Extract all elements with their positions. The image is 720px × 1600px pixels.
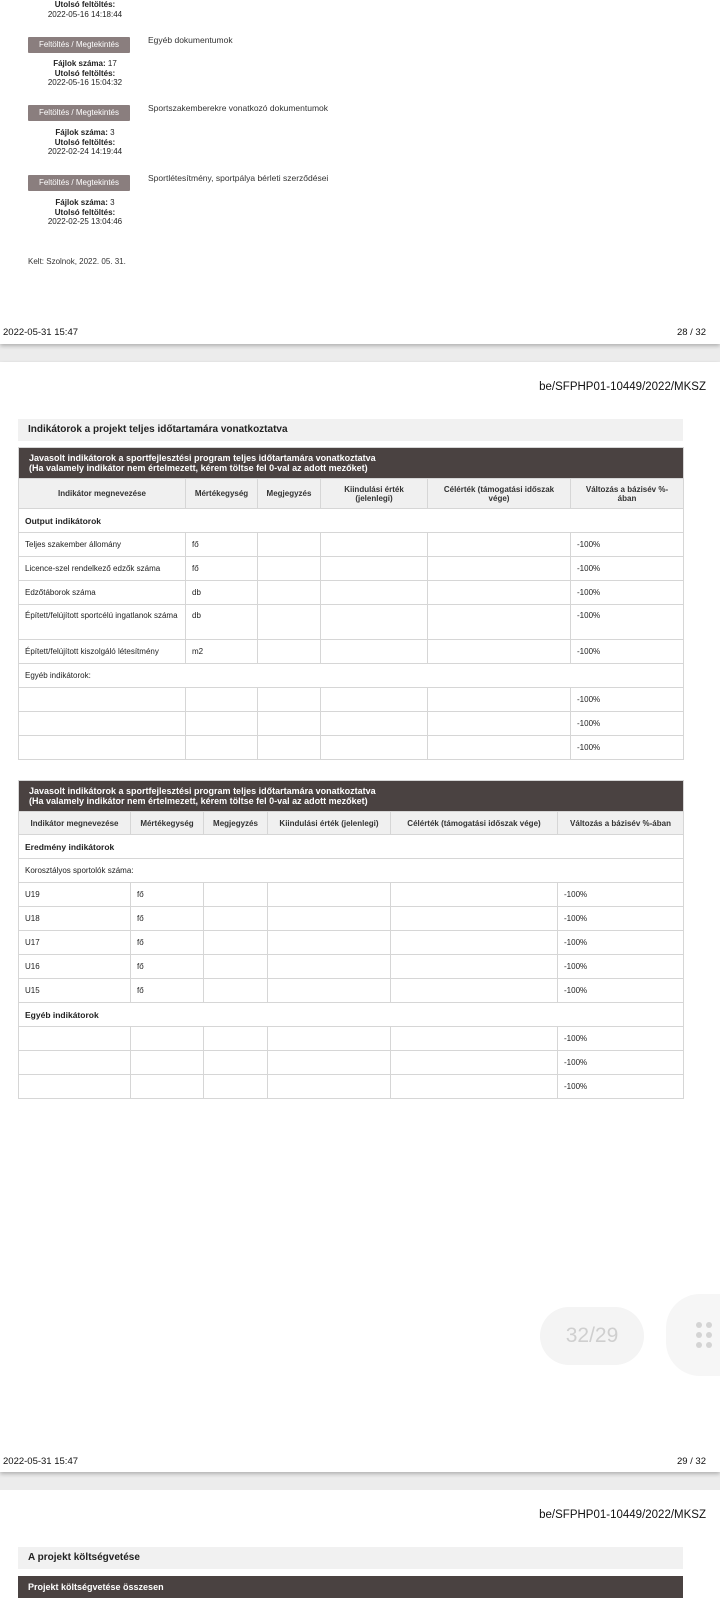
change-cell: -100% bbox=[558, 931, 684, 955]
note-cell[interactable] bbox=[204, 1051, 268, 1075]
reference-number: be/SFPHP01-10449/2022/MKSZ bbox=[539, 381, 706, 393]
note-cell[interactable] bbox=[258, 712, 321, 736]
file-count-label: Fájlok száma: bbox=[55, 198, 108, 207]
note-cell[interactable] bbox=[258, 557, 321, 581]
footer-page-number: 28 / 32 bbox=[676, 327, 706, 338]
table-header-note: (Ha valamely indikátor nem értelmezett, kérem töltse fel 0-val az adott mezőket) bbox=[29, 463, 368, 473]
change-cell: -100% bbox=[571, 557, 684, 581]
table-row bbox=[19, 955, 684, 979]
note-cell[interactable] bbox=[258, 640, 321, 664]
group-label: Output indikátorok bbox=[19, 509, 684, 533]
baseline-cell[interactable] bbox=[321, 557, 428, 581]
baseline-cell[interactable] bbox=[268, 955, 391, 979]
unit-cell: fő bbox=[131, 979, 204, 1003]
column-header: Változás a bázisév %-ában bbox=[571, 479, 684, 509]
table-row bbox=[19, 736, 684, 760]
last-upload-label: Utolsó feltöltés: bbox=[54, 68, 116, 78]
target-cell[interactable] bbox=[391, 931, 558, 955]
unit-cell[interactable] bbox=[131, 1075, 204, 1099]
file-count: 17 bbox=[107, 59, 117, 68]
table-header-line: Javasolt indikátorok a sportfejlesztési program teljes időtartamára vonatkoztatva bbox=[29, 453, 376, 463]
indicator-name-input[interactable] bbox=[19, 1051, 131, 1075]
note-cell[interactable] bbox=[204, 907, 268, 931]
target-cell[interactable] bbox=[428, 688, 571, 712]
page-indicator[interactable]: 32/29 bbox=[540, 1307, 644, 1365]
unit-cell[interactable] bbox=[131, 1051, 204, 1075]
indicator-name-input[interactable] bbox=[19, 1027, 131, 1051]
baseline-cell[interactable] bbox=[321, 736, 428, 760]
indicator-name: U16 bbox=[19, 955, 131, 979]
unit-cell: fő bbox=[131, 907, 204, 931]
change-cell: -100% bbox=[558, 883, 684, 907]
footer-page-number: 29 / 32 bbox=[676, 1456, 706, 1467]
unit-cell: fő bbox=[186, 533, 258, 557]
reference-number: be/SFPHP01-10449/2022/MKSZ bbox=[539, 1509, 706, 1521]
upload-view-button-2[interactable]: Feltöltés / Megtekintés bbox=[28, 105, 130, 121]
target-cell[interactable] bbox=[391, 979, 558, 1003]
indicator-table-output bbox=[18, 447, 684, 760]
target-cell[interactable] bbox=[391, 955, 558, 979]
upload-view-button-3[interactable]: Feltöltés / Megtekintés bbox=[28, 175, 130, 191]
section-title: Indikátorok a projekt teljes időtartamára vonatkoztatva bbox=[18, 419, 683, 441]
change-cell: -100% bbox=[558, 1027, 684, 1051]
indicator-name: Teljes szakember állomány bbox=[19, 533, 186, 557]
file-count: 3 bbox=[110, 128, 115, 137]
last-upload-date: 2022-05-16 14:18:44 bbox=[47, 9, 123, 19]
column-header: Megjegyzés bbox=[258, 479, 321, 509]
change-cell: -100% bbox=[571, 640, 684, 664]
column-header: Mértékegység bbox=[186, 479, 258, 509]
section-title: A projekt költségvetése bbox=[18, 1547, 683, 1569]
last-upload-label: Utolsó feltöltés: bbox=[54, 137, 116, 147]
change-cell: -100% bbox=[558, 907, 684, 931]
note-cell[interactable] bbox=[204, 955, 268, 979]
note-cell[interactable] bbox=[258, 533, 321, 557]
last-upload-date: 2022-05-16 15:04:32 bbox=[47, 78, 123, 87]
target-cell[interactable] bbox=[391, 883, 558, 907]
column-header: Változás a bázisév %-ában bbox=[558, 812, 684, 835]
baseline-cell[interactable] bbox=[321, 533, 428, 557]
group-label: Egyéb indikátorok: bbox=[19, 664, 684, 688]
indicator-name: U15 bbox=[19, 979, 131, 1003]
unit-cell[interactable] bbox=[131, 1027, 204, 1051]
change-cell: -100% bbox=[571, 688, 684, 712]
pdf-page-28 bbox=[0, 0, 720, 344]
indicator-name: U17 bbox=[19, 931, 131, 955]
target-cell[interactable] bbox=[391, 1051, 558, 1075]
baseline-cell[interactable] bbox=[268, 1075, 391, 1099]
column-header: Megjegyzés bbox=[204, 812, 268, 835]
unit-cell[interactable] bbox=[186, 736, 258, 760]
unit-cell: m2 bbox=[186, 640, 258, 664]
indicator-table-result bbox=[18, 780, 684, 1099]
doc-type-label: Egyéb dokumentumok bbox=[148, 35, 233, 45]
indicator-name: Épített/felújított kiszolgáló létesítmény bbox=[19, 640, 186, 664]
baseline-cell[interactable] bbox=[268, 883, 391, 907]
column-header: Indikátor megnevezése bbox=[19, 479, 186, 509]
target-cell[interactable] bbox=[428, 712, 571, 736]
column-header: Kiindulási érték (jelenlegi) bbox=[268, 812, 391, 835]
target-cell[interactable] bbox=[391, 907, 558, 931]
baseline-cell[interactable] bbox=[321, 605, 428, 640]
table-row bbox=[19, 557, 684, 581]
unit-cell: fő bbox=[131, 955, 204, 979]
column-header: Célérték (támogatási időszak vége) bbox=[391, 812, 558, 835]
unit-cell[interactable] bbox=[186, 688, 258, 712]
pdf-page-30 bbox=[0, 1490, 720, 1600]
indicator-name-input[interactable] bbox=[19, 688, 186, 712]
change-cell: -100% bbox=[558, 1051, 684, 1075]
page-grid-button[interactable] bbox=[666, 1294, 720, 1376]
indicator-name: Licence-szel rendelkező edzők száma bbox=[19, 557, 186, 581]
subgroup-label: Korosztályos sportolók száma: bbox=[19, 859, 684, 883]
table-row bbox=[19, 640, 684, 664]
footer-date: 2022-05-31 15:47 bbox=[3, 327, 79, 338]
column-header: Célérték (támogatási időszak vége) bbox=[428, 479, 571, 509]
doc-type-label: Sportszakemberekre vonatkozó dokumentumok bbox=[148, 103, 329, 113]
target-cell[interactable] bbox=[428, 640, 571, 664]
target-cell[interactable] bbox=[428, 736, 571, 760]
file-count-label: Fájlok száma: bbox=[53, 59, 106, 68]
kelt-text: Kelt: Szolnok, 2022. 05. 31. bbox=[28, 257, 126, 266]
change-cell: -100% bbox=[558, 1075, 684, 1099]
change-cell: -100% bbox=[571, 712, 684, 736]
last-upload-date: 2022-02-25 13:04:46 bbox=[47, 217, 123, 226]
baseline-cell[interactable] bbox=[321, 640, 428, 664]
unit-cell: db bbox=[186, 581, 258, 605]
baseline-cell[interactable] bbox=[321, 688, 428, 712]
baseline-cell[interactable] bbox=[268, 979, 391, 1003]
indicator-name-input[interactable] bbox=[19, 1075, 131, 1099]
unit-cell[interactable] bbox=[186, 712, 258, 736]
table-header bbox=[19, 781, 684, 812]
table-row bbox=[19, 1075, 684, 1099]
target-cell[interactable] bbox=[428, 533, 571, 557]
indicator-name: Épített/felújított sportcélú ingatlanok száma bbox=[19, 605, 186, 640]
last-upload-date: 2022-02-24 14:19:44 bbox=[47, 147, 123, 156]
table-header bbox=[19, 448, 684, 479]
table-row bbox=[19, 1027, 684, 1051]
table-row bbox=[19, 605, 684, 640]
baseline-cell[interactable] bbox=[268, 1027, 391, 1051]
table-row bbox=[19, 688, 684, 712]
group-label: Eredmény indikátorok bbox=[19, 835, 684, 859]
target-cell[interactable] bbox=[428, 557, 571, 581]
target-cell[interactable] bbox=[428, 605, 571, 640]
indicator-name: Edzőtáborok száma bbox=[19, 581, 186, 605]
change-cell: -100% bbox=[571, 581, 684, 605]
doc-type-label: Sportlétesítmény, sportpálya bérleti szerződései bbox=[148, 173, 329, 183]
unit-cell: db bbox=[186, 605, 258, 640]
indicator-name: U18 bbox=[19, 907, 131, 931]
pdf-page-29 bbox=[0, 362, 720, 1472]
unit-cell: fő bbox=[186, 557, 258, 581]
unit-cell: fő bbox=[131, 883, 204, 907]
indicator-name-input[interactable] bbox=[19, 736, 186, 760]
target-cell[interactable] bbox=[391, 1075, 558, 1099]
note-cell[interactable] bbox=[258, 581, 321, 605]
target-cell[interactable] bbox=[428, 581, 571, 605]
baseline-cell[interactable] bbox=[321, 581, 428, 605]
change-cell: -100% bbox=[558, 955, 684, 979]
column-header: Kiindulási érték (jelenlegi) bbox=[321, 479, 428, 509]
table-row bbox=[19, 712, 684, 736]
note-cell[interactable] bbox=[258, 736, 321, 760]
baseline-cell[interactable] bbox=[268, 931, 391, 955]
table-header-line: Javasolt indikátorok a sportfejlesztési program teljes időtartamára vonatkoztatva bbox=[29, 786, 376, 796]
table-row bbox=[19, 581, 684, 605]
upload-info-0 bbox=[20, 0, 150, 19]
note-cell[interactable] bbox=[258, 688, 321, 712]
upload-info-3 bbox=[20, 198, 150, 227]
table-row bbox=[19, 931, 684, 955]
indicator-name: U19 bbox=[19, 883, 131, 907]
table-row bbox=[19, 533, 684, 557]
last-upload-label: Utolsó feltöltés: bbox=[54, 207, 116, 217]
column-header: Indikátor megnevezése bbox=[19, 812, 131, 835]
footer-date: 2022-05-31 15:47 bbox=[3, 1456, 79, 1467]
baseline-cell[interactable] bbox=[321, 712, 428, 736]
file-count: 3 bbox=[110, 198, 115, 207]
target-cell[interactable] bbox=[391, 1027, 558, 1051]
change-cell: -100% bbox=[571, 605, 684, 640]
indicator-name-input[interactable] bbox=[19, 712, 186, 736]
baseline-cell[interactable] bbox=[268, 1051, 391, 1075]
note-cell[interactable] bbox=[204, 979, 268, 1003]
table-row bbox=[19, 979, 684, 1003]
last-upload-label: Utolsó feltöltés: bbox=[54, 0, 116, 9]
upload-info-2 bbox=[20, 128, 150, 157]
change-cell: -100% bbox=[571, 736, 684, 760]
change-cell: -100% bbox=[571, 533, 684, 557]
table-row bbox=[19, 1051, 684, 1075]
note-cell[interactable] bbox=[204, 1027, 268, 1051]
note-cell[interactable] bbox=[204, 883, 268, 907]
file-count-label: Fájlok száma: bbox=[55, 128, 108, 137]
table-header-note: (Ha valamely indikátor nem értelmezett, kérem töltse fel 0-val az adott mezőket) bbox=[29, 796, 368, 806]
baseline-cell[interactable] bbox=[268, 907, 391, 931]
table-row bbox=[19, 883, 684, 907]
upload-info-1 bbox=[20, 59, 150, 88]
table-row bbox=[19, 907, 684, 931]
upload-view-button-1[interactable]: Feltöltés / Megtekintés bbox=[28, 37, 130, 53]
group-label: Egyéb indikátorok bbox=[19, 1003, 684, 1027]
unit-cell: fő bbox=[131, 931, 204, 955]
note-cell[interactable] bbox=[204, 1075, 268, 1099]
note-cell[interactable] bbox=[204, 931, 268, 955]
column-header: Mértékegység bbox=[131, 812, 204, 835]
budget-total-header: Projekt költségvetése összesen bbox=[18, 1576, 683, 1598]
change-cell: -100% bbox=[558, 979, 684, 1003]
note-cell[interactable] bbox=[258, 605, 321, 640]
